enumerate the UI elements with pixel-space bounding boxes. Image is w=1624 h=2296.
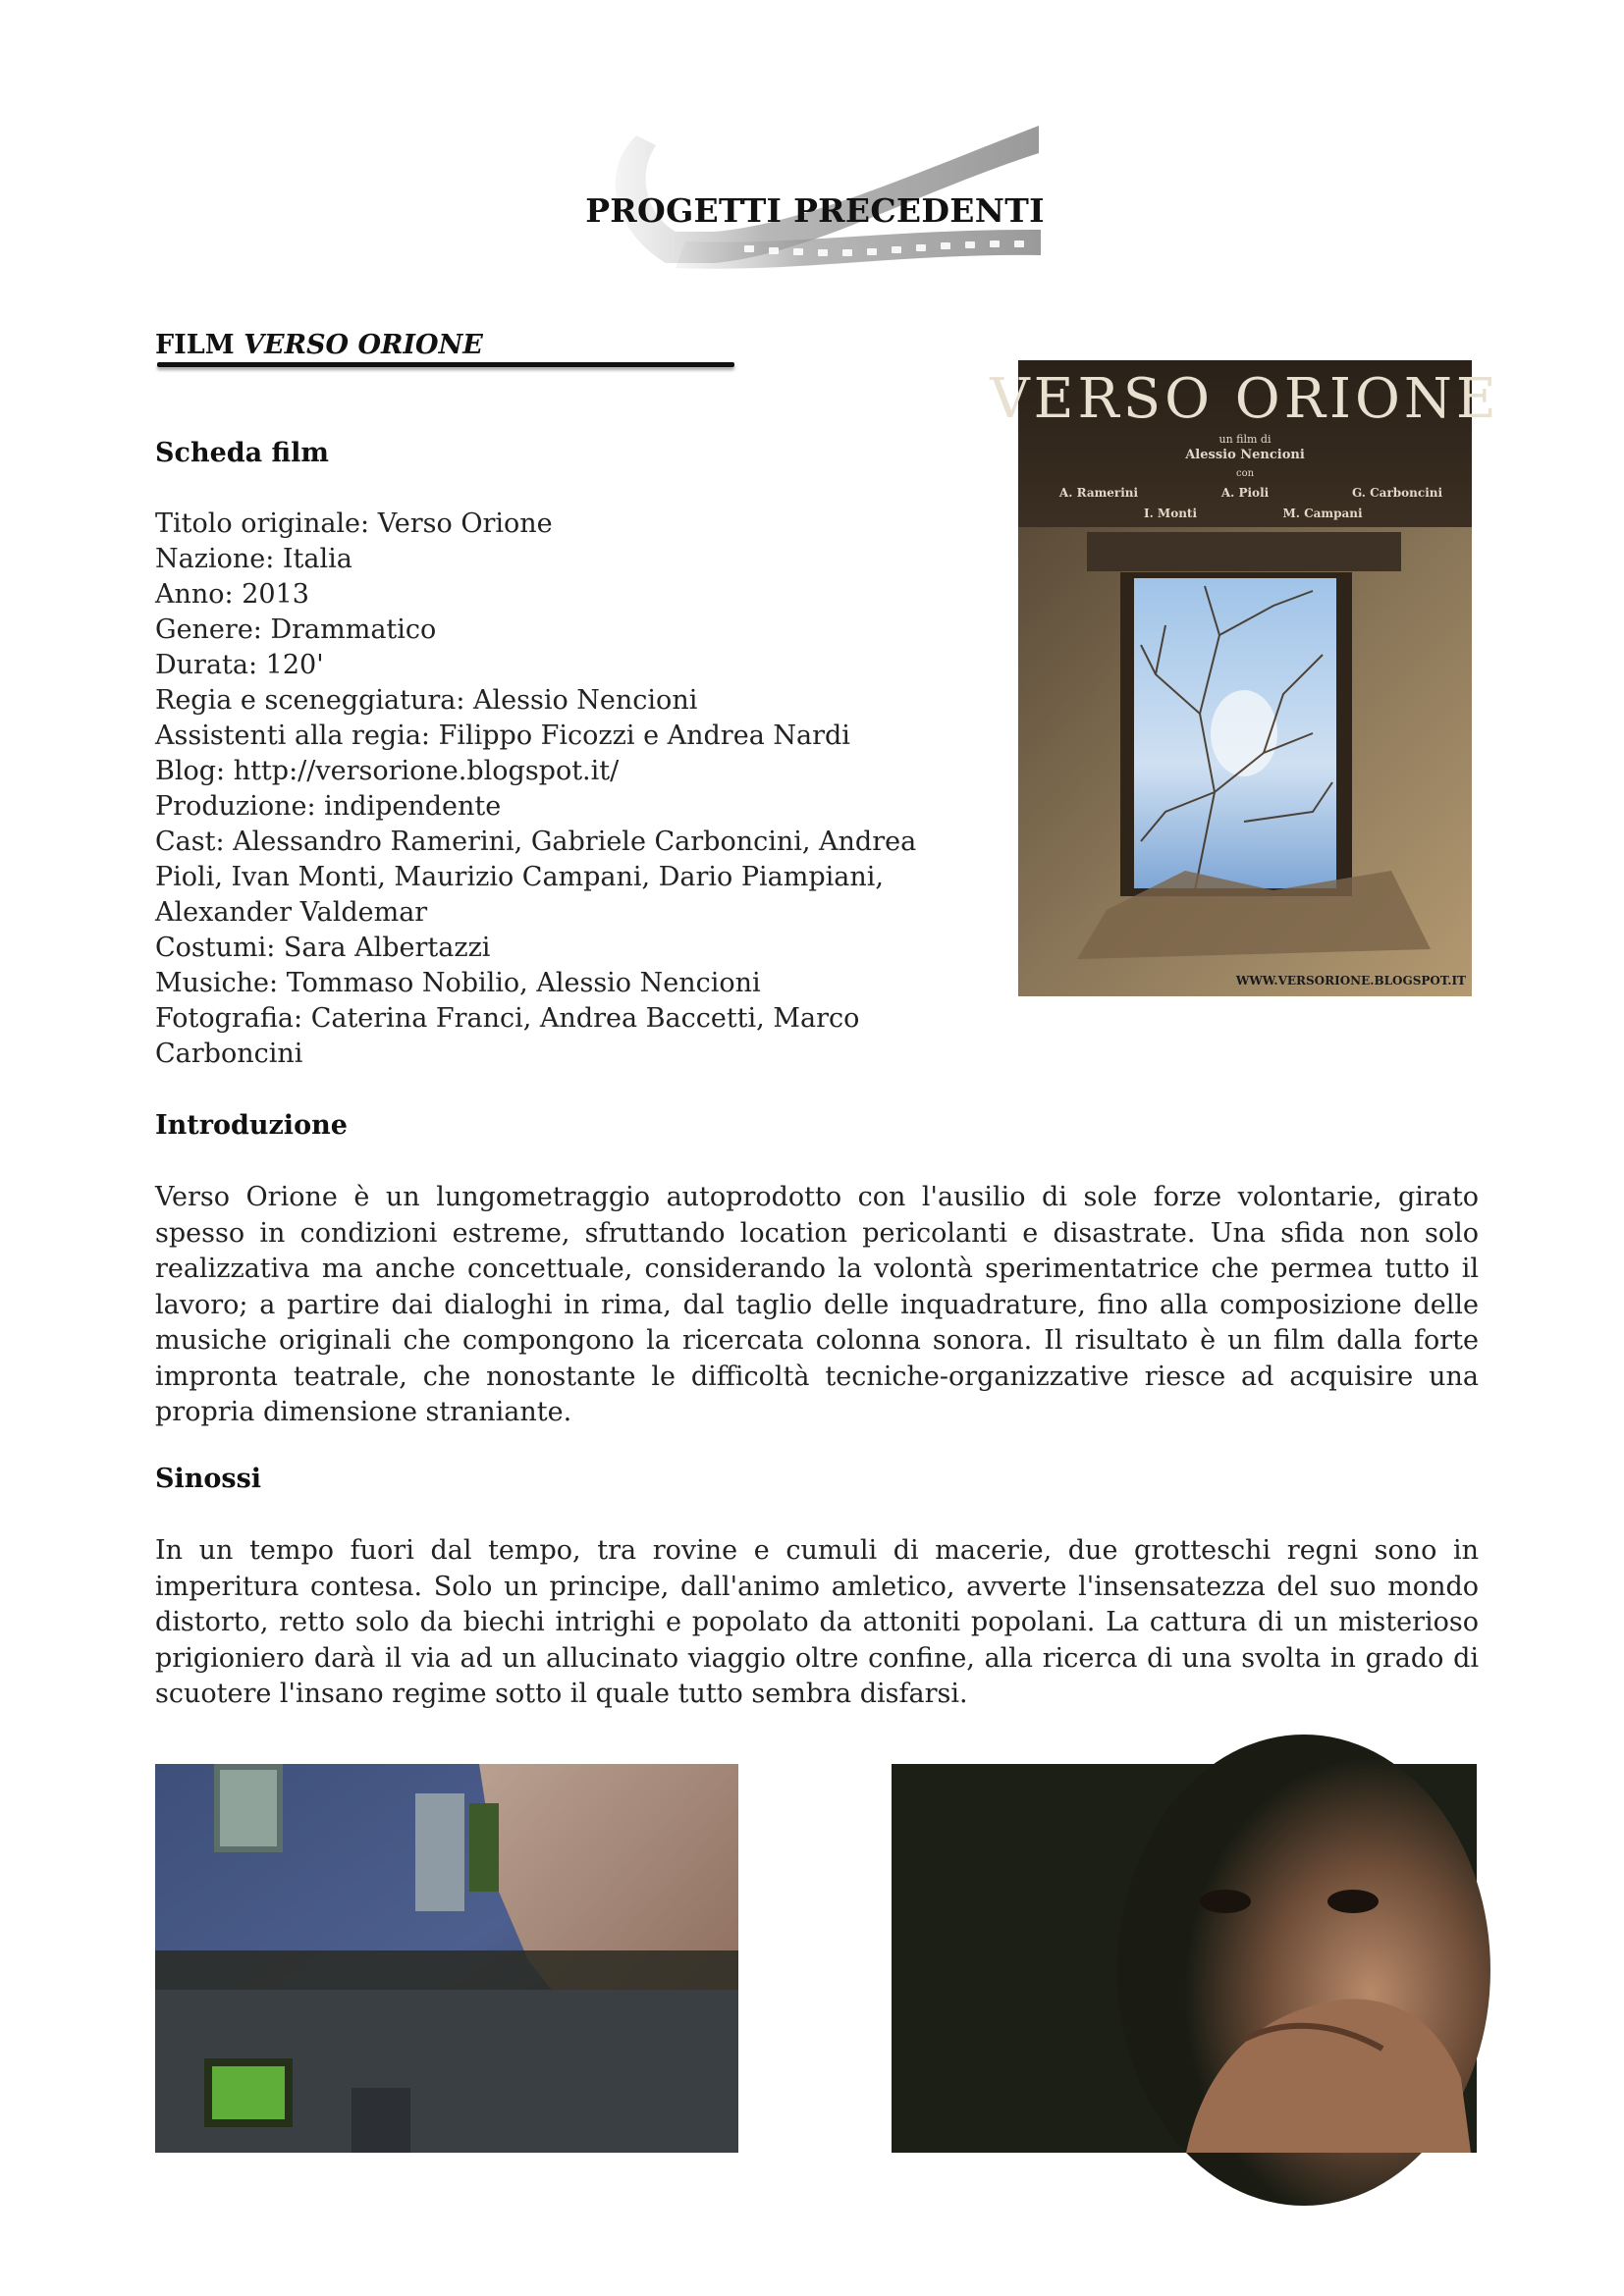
ruins-still-photo [155,1764,738,2153]
scheda-item: Costumi: Sara Albertazzi [155,933,491,963]
scheda-item: Cast: Alessandro Ramerini, Gabriele Carboncini, Andrea Pioli, Ivan Monti, Maurizio Campani, Dario Piampiani, Alexander Valdemar [155,827,917,928]
poster-cast-4: I. Monti [1143,507,1198,520]
scheda-item: Titolo originale: Verso Orione [155,508,553,539]
scheda-list [155,507,990,1072]
poster-cast-1: A. Ramerini [1058,486,1139,500]
scheda-item: Blog: http://versorione.blogspot.it/ [155,756,620,786]
scheda-item: Regia e sceneggiatura: Alessio Nencioni [155,685,698,716]
sinossi-paragraph: In un tempo fuori dal tempo, tra rovine e cumuli di macerie, due grotteschi regni sono in imperitura contesa. Solo un principe, dall'animo amletico, avverte l'insensatezza del suo mondo distorto, retto solo da biechi intrighi e popolato da attoniti popolani. La cattura di un misterioso prigioniero darà il via ad un allucinato viaggio oltre confine, alla ricerca di una svolta in grado di scuotere l'insano regime sotto il quale tutto sembra disfarsi. [155,1535,1479,1709]
page-title: PROGETTI PRECEDENTI [585,191,1045,230]
film-label-prefix: FILM [155,330,235,360]
introduzione-heading: Introduzione [155,1110,348,1141]
poster-with: con [1235,468,1255,479]
scheda-item: Durata: 120' [155,650,324,680]
poster-cast-3: G. Carboncini [1351,486,1443,500]
film-section-label [155,330,483,360]
poster-url: WWW.VERSORIONE.BLOGSPOT.IT [1235,974,1466,988]
sinossi-heading: Sinossi [155,1464,262,1494]
scheda-item: Fotografia: Caterina Franci, Andrea Baccetti, Marco Carboncini [155,1003,860,1069]
scheda-item: Musiche: Tommaso Nobilio, Alessio Nencioni [155,968,761,998]
introduzione-paragraph: Verso Orione è un lungometraggio autoprodotto con l'ausilio di sole forze volontarie, girato spesso in condizioni estreme, sfruttando location pericolanti e disastrate. Una sfida non solo realizzativa ma anche concettuale, considerando la volontà sperimentatrice che permea tutto il lavoro; a partire dai dialoghi in rima, dal taglio delle inquadrature, fino alla composizione delle musiche originali che compongono la ricercata colonna sonora. Il risultato è un film dalla forte impronta teatrale, che nonostante le difficoltà tecniche-organizzative riesce ad acquisire una propria dimensione straniante. [155,1182,1479,1427]
poster-cast-2: A. Pioli [1220,486,1270,500]
scheda-item: Genere: Drammatico [155,614,437,645]
scheda-item: Nazione: Italia [155,544,352,574]
scheda-item: Anno: 2013 [155,579,309,610]
poster-byline: un film di [1218,433,1272,446]
film-label-title: VERSO ORIONE [244,330,483,360]
poster-cast-5: M. Campani [1282,507,1363,520]
scheda-item: Assistenti alla regia: Filippo Ficozzi e Andrea Nardi [155,721,850,751]
scheda-heading: Scheda film [155,438,329,468]
scheda-item: Produzione: indipendente [155,791,502,822]
poster-title: VERSO ORIONE [990,367,1500,431]
poster-director: Alessio Nencioni [1185,448,1305,462]
actor-closeup-photo [892,1764,1477,2153]
film-poster [990,360,1500,996]
section-underline [157,362,734,367]
